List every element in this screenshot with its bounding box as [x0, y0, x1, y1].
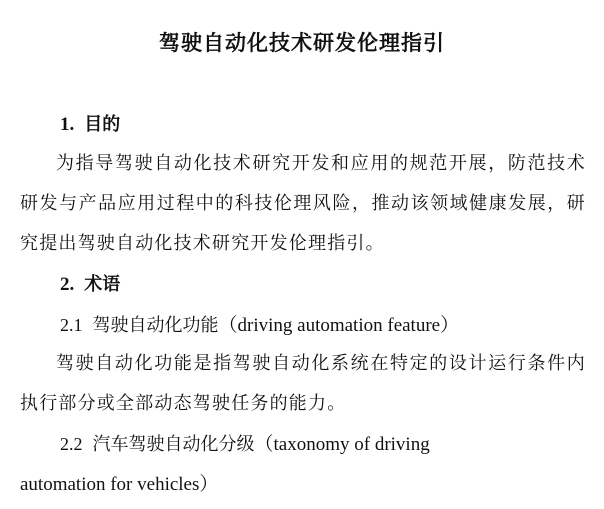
term-number: 2.1	[60, 315, 83, 335]
term-heading-2-2	[20, 424, 586, 505]
section-number: 2.	[60, 274, 75, 295]
section-number: 1.	[60, 114, 75, 135]
section-heading-terms	[60, 270, 120, 300]
document-title: 驾驶自动化技术研发伦理指引	[159, 31, 445, 55]
section-heading-purpose	[60, 110, 120, 140]
section-title: 术语	[84, 274, 121, 295]
term-number: 2.2	[60, 434, 83, 454]
term-heading-2-1	[60, 310, 459, 341]
term-heading-line	[20, 424, 586, 465]
term-name-en: （taxonomy of driving	[254, 434, 430, 455]
term-name-en: （driving automation feature）	[218, 315, 460, 336]
term-definition-2-1: 驾驶自动化功能是指驾驶自动化系统在特定的设计运行条件内执行部分或全部动态驾驶任务的能力。	[20, 353, 586, 414]
term-name-zh: 驾驶自动化功能	[92, 315, 219, 336]
term-name-zh: 汽车驾驶自动化分级	[92, 434, 255, 455]
term-name-en-continued: automation for vehicles）	[20, 474, 219, 495]
section-title: 目的	[84, 114, 121, 135]
purpose-paragraph: 为指导驾驶自动化技术研究开发和应用的规范开展，防范技术研发与产品应用过程中的科技伦理风险，推动该领域健康发展，研究提出驾驶自动化技术研究开发伦理指引。	[20, 153, 586, 254]
